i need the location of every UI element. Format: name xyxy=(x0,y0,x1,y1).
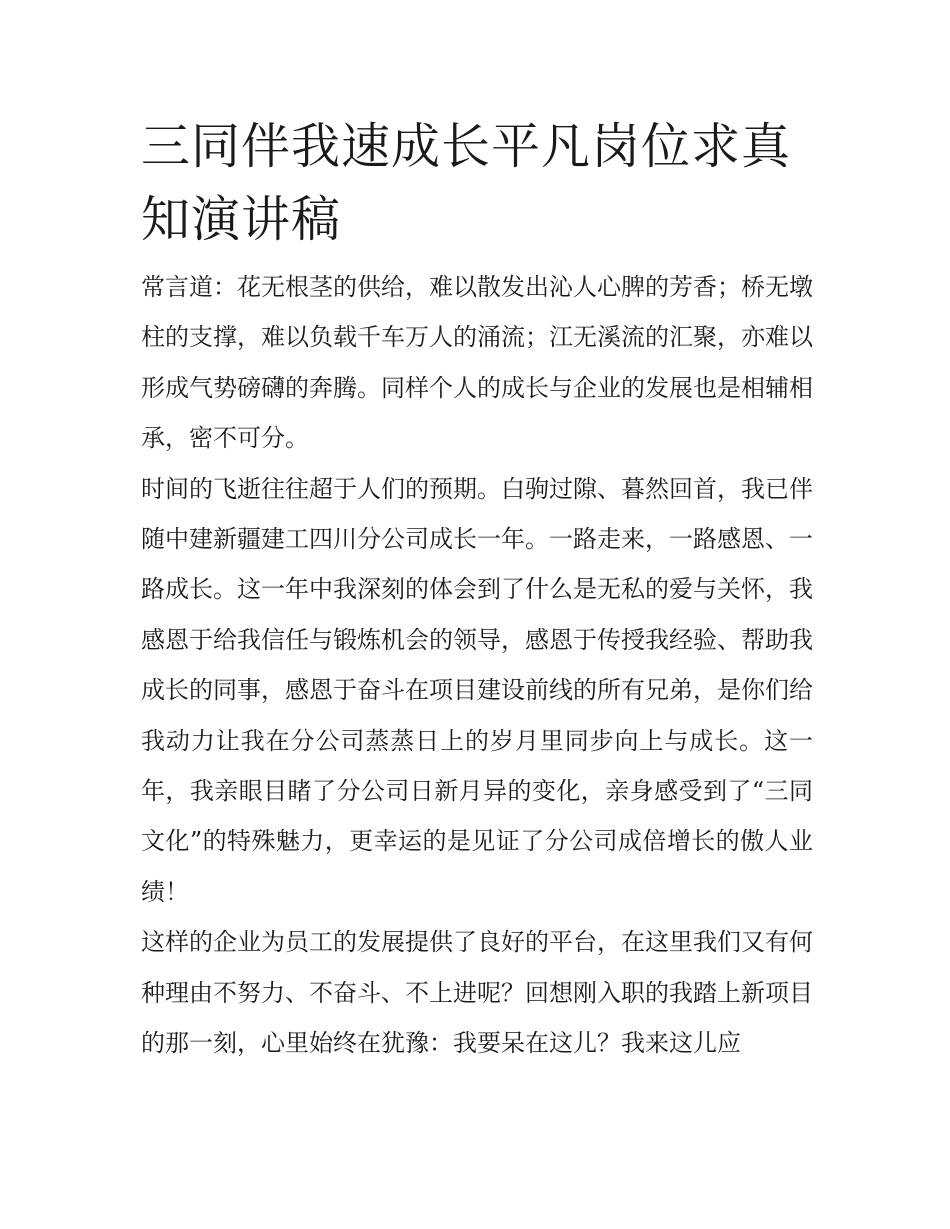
paragraph-3: 这样的企业为员工的发展提供了良好的平台，在这里我们又有何种理由不努力、不奋斗、不上进呢？回想刚入职的我踏上新项目的那一刻，心里始终在犹豫：我要呆在这儿？我来这儿应 xyxy=(141,928,813,1058)
paragraph-1: 常言道：花无根茎的供给，难以散发出沁人心脾的芳香；桥无墩柱的支撑，难以负载千车万人的涌流；江无溪流的汇聚，亦难以形成气势磅礴的奔腾。同样个人的成长与企业的发展也是相辅相承，密不可分。 xyxy=(141,273,813,453)
document-body xyxy=(141,110,813,1069)
document-title: 三同伴我速成长平凡岗位求真知演讲稿 xyxy=(141,118,792,248)
paragraph-2: 时间的飞逝往往超于人们的预期。白驹过隙、暮然回首，我已伴随中建新疆建工四川分公司成长一年。一路走来，一路感恩、一路成长。这一年中我深刻的体会到了什么是无私的爱与关怀，我感恩于给我信任与锻炼机会的领导，感恩于传授我经验、帮助我成长的同事，感恩于奋斗在项目建设前线的所有兄弟，是你们给我动力让我在分公司蒸蒸日上的岁月里同步向上与成长。这一年，我亲眼目睹了分公司日新月异的变化，亲身感受到了“三同文化”的特殊魅力，更幸运的是见证了分公司成倍增长的傲人业绩！ xyxy=(141,474,813,906)
